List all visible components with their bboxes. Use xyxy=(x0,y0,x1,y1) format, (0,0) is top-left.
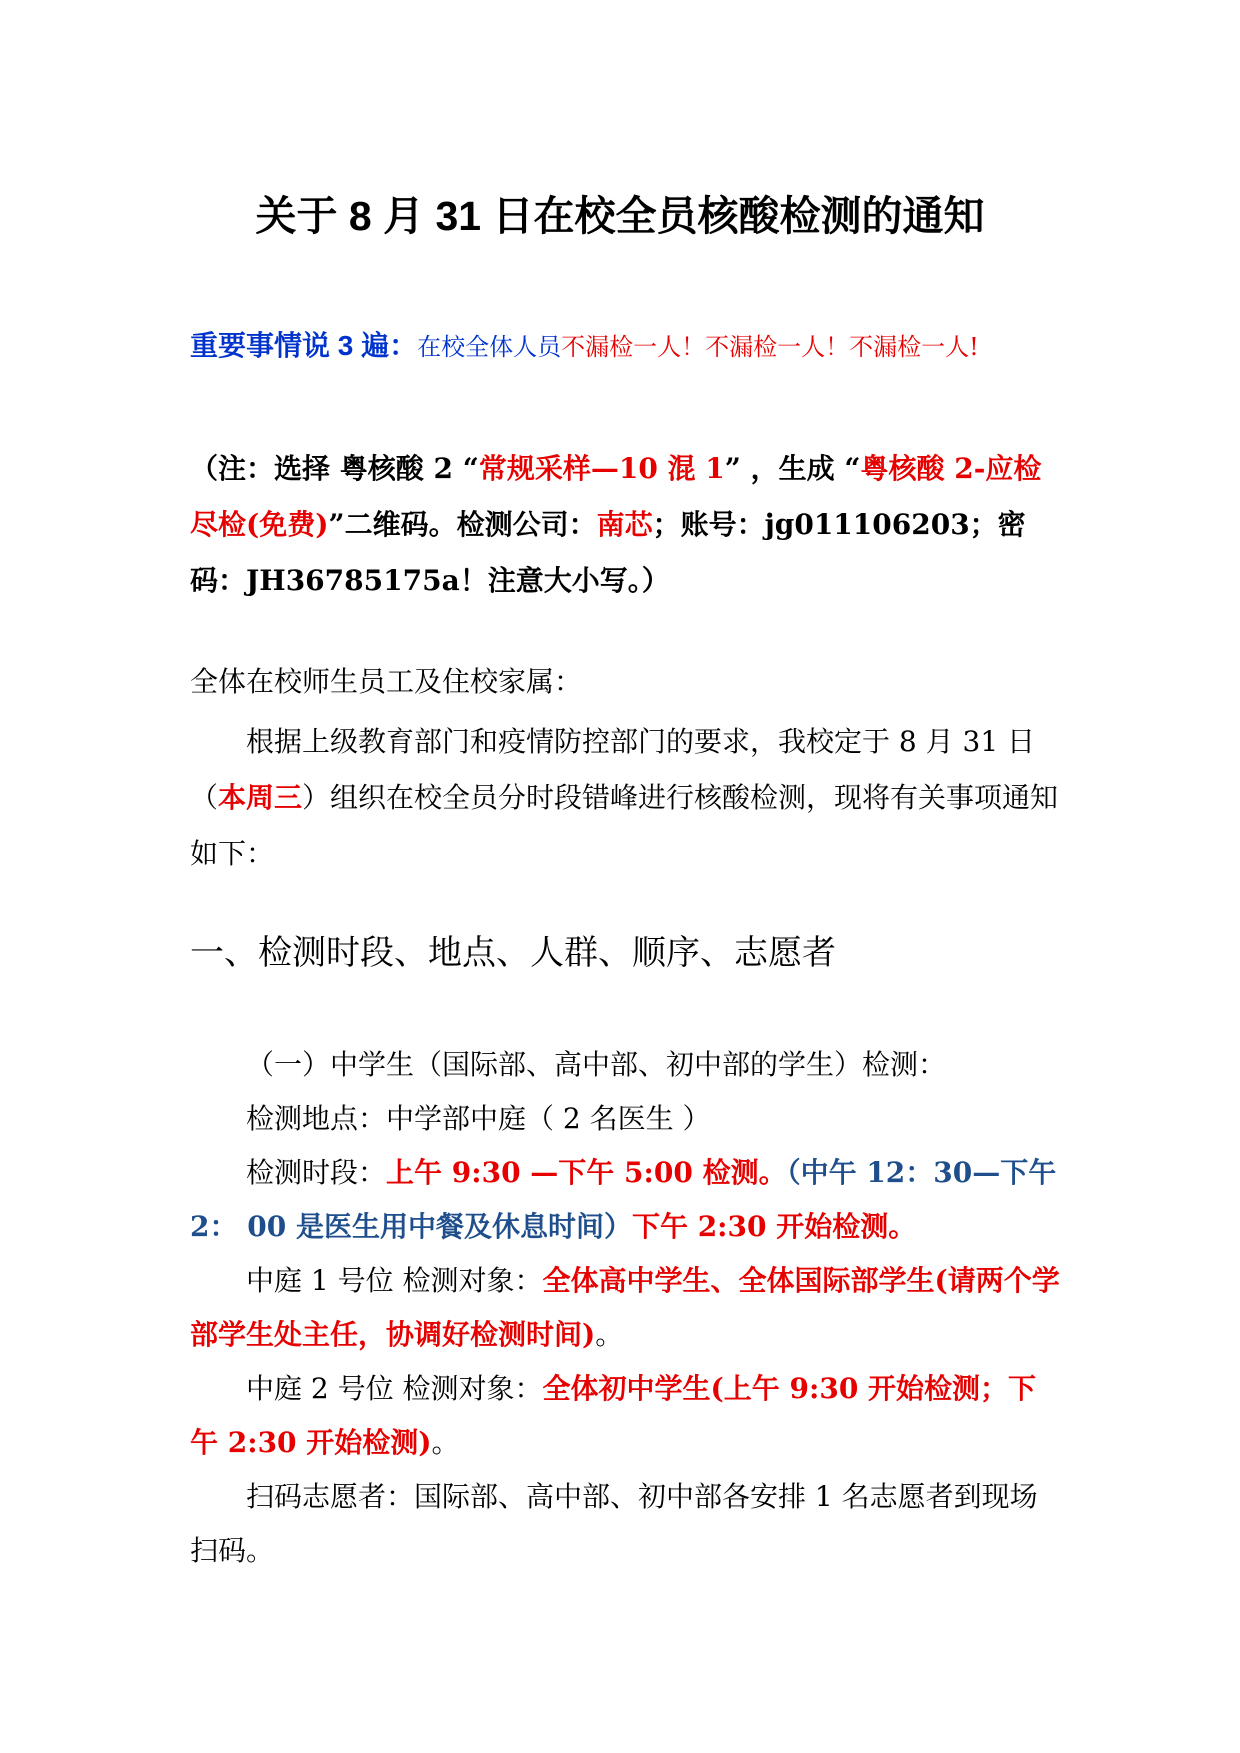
test-time-label: 检测时段： xyxy=(246,1156,387,1189)
note-sampling-type: 常规采样—10 混 1 xyxy=(478,452,725,485)
greeting: 全体在校师生员工及住校家属： xyxy=(190,665,583,698)
note-part-2: ” ，生成 “ xyxy=(724,452,861,485)
test-time xyxy=(190,1146,1060,1254)
section-1-heading: 一、检测时段、地点、人群、顺序、志愿者 xyxy=(190,934,836,972)
test-time-range: 上午 9:30 —下午 5:00 检测。 xyxy=(386,1156,787,1189)
spot-1 xyxy=(190,1254,1060,1362)
note-qrcode-type: 粤核酸 2-应检尽检(免费) xyxy=(190,452,1042,541)
note-paragraph xyxy=(190,441,1060,609)
test-location: 检测地点：中学部中庭（ 2 名医生 ） xyxy=(246,1102,711,1135)
section-1-body xyxy=(190,1038,1060,1578)
intro-paragraph xyxy=(190,714,1060,882)
important-who: 在校全体人员 xyxy=(417,333,562,361)
spot-2-label: 中庭 2 号位 检测对象： xyxy=(246,1372,543,1405)
important-lead: 重要事情说 3 遍： xyxy=(190,330,418,361)
important-notice xyxy=(190,326,1060,368)
important-repeat: 不漏检一人！不漏检一人！不漏检一人! xyxy=(561,333,979,361)
subsection-1-heading: （一）中学生（国际部、高中部、初中部的学生）检测： xyxy=(246,1049,947,1080)
test-time-break: （中午 12：30—下午 2： 00 是医生用中餐及休息时间） xyxy=(190,1156,1057,1243)
intro-day: 本周三 xyxy=(218,781,303,814)
note-part-4: ；账号：jg011106203；密码：JH36785175a！注意大小写。） xyxy=(190,508,1026,597)
spot-1-label: 中庭 1 号位 检测对象： xyxy=(246,1264,543,1297)
spot-2-end: 。 xyxy=(431,1426,460,1459)
spot-2-targets: 全体初中学生(上午 9:30 开始检测；下午 2:30 开始检测) xyxy=(190,1372,1037,1459)
note-part-3: ”二维码。检测公司： xyxy=(328,508,597,541)
note-part-1: （注：选择 粤核酸 2 “ xyxy=(190,452,479,485)
spot-1-targets: 全体高中学生、全体国际部学生(请两个学部学生处主任，协调好检测时间) xyxy=(190,1264,1060,1351)
note-company: 南芯 xyxy=(596,508,653,541)
volunteers: 扫码志愿者：国际部、高中部、初中部各安排 1 名志愿者到现场扫码。 xyxy=(190,1480,1038,1567)
test-time-resume: 下午 2:30 开始检测。 xyxy=(631,1210,917,1243)
spot-1-end: 。 xyxy=(595,1318,624,1351)
intro-part-1: 根据上级教育部门和疫情防控部门的要求，我校定于 8 月 31 日（ xyxy=(190,725,1036,814)
page-title: 关于 8 月 31 日在校全员核酸检测的通知 xyxy=(255,193,985,239)
spot-2 xyxy=(190,1362,1060,1470)
intro-part-2: ）组织在校全员分时段错峰进行核酸检测，现将有关事项通知如下： xyxy=(190,781,1059,870)
